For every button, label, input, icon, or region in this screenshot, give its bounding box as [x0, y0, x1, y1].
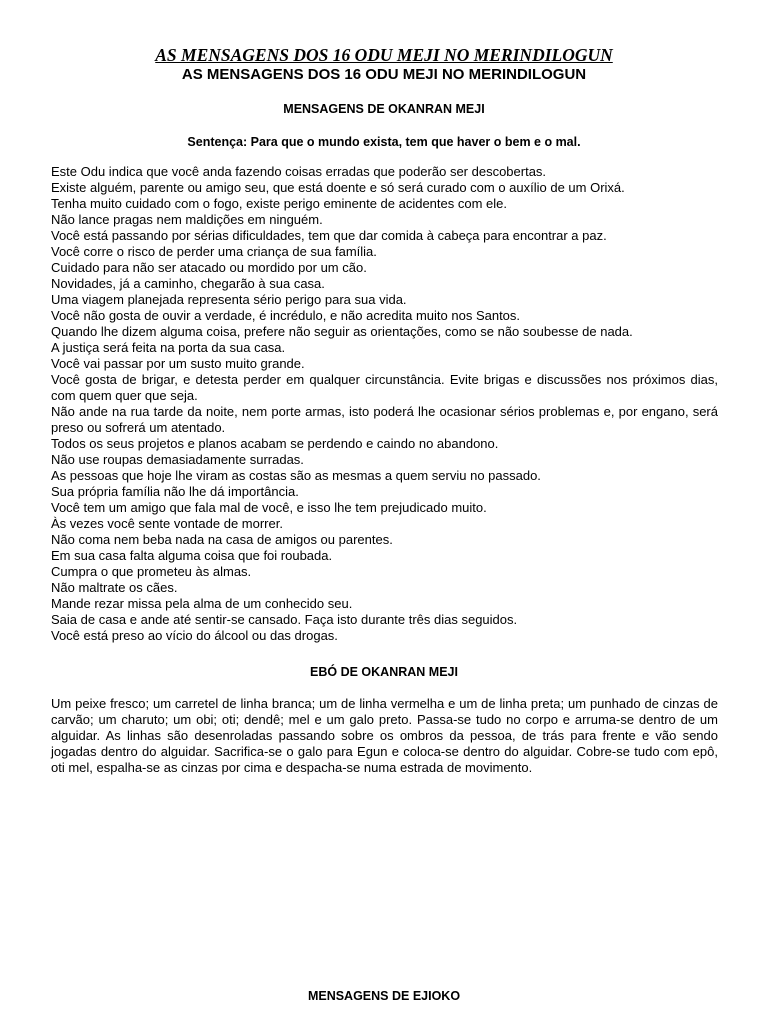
message-item: Novidades, já a caminho, chegarão à sua casa.: [51, 276, 325, 291]
message-item: Não coma nem beba nada na casa de amigos ou parentes.: [51, 532, 393, 547]
message-item: Você não gosta de ouvir a verdade, é incrédulo, e não acredita muito nos Santos.: [51, 308, 521, 323]
message-item: Você tem um amigo que fala mal de você, e isso lhe tem prejudicado muito.: [51, 500, 487, 515]
message-item: Você está preso ao vício do álcool ou das drogas.: [51, 628, 338, 643]
message-item: Você vai passar por um susto muito grande.: [51, 356, 305, 371]
section-heading-okanran: MENSAGENS DE OKANRAN MEJI: [283, 102, 485, 116]
message-item: Cumpra o que prometeu às almas.: [51, 564, 252, 579]
message-item: Uma viagem planejada representa sério perigo para sua vida.: [51, 292, 407, 307]
message-item: Não use roupas demasiadamente surradas.: [51, 452, 304, 467]
message-item: Você está passando por sérias dificuldades, tem que dar comida à cabeça para encontrar a paz.: [51, 228, 607, 243]
message-item: Todos os seus projetos e planos acabam se perdendo e caindo no abandono.: [51, 436, 499, 451]
message-item: Em sua casa falta alguma coisa que foi roubada.: [51, 548, 333, 563]
sentence-line: Sentença: Para que o mundo exista, tem que haver o bem e o mal.: [187, 135, 581, 149]
message-item: Existe alguém, parente ou amigo seu, que está doente e só será curado com o auxílio de um Orixá.: [51, 180, 625, 195]
message-item: Não lance pragas nem maldições em ninguém.: [51, 212, 323, 227]
message-item: Não ande na rua tarde da noite, nem porte armas, isto poderá lhe ocasionar sérios problemas e, por engano, será preso ou sofrerá um atentado.: [51, 404, 718, 435]
ebo-paragraph: Um peixe fresco; um carretel de linha branca; um de linha vermelha e um de linha preta; um punhado de cinzas de carvão; um charuto; um obi; oti; dendê; mel e um galo preto. Passa-se tudo no corpo e arruma-se dentro de um alguidar. As linhas são desenroladas passando sobre os ombros da pessoa, de trás para frente e vão sendo jogadas dentro do alguidar. Sacrifica-se o galo para Egun e coloca-se dentro do alguidar. Cobre-se tudo com epô, oti mel, espalha-se as cinzas por cima e despacha-se numa estrada de movimento.: [51, 696, 718, 775]
message-item: A justiça será feita na porta da sua casa.: [51, 340, 286, 355]
document-title-italic: AS MENSAGENS DOS 16 ODU MEJI NO MERINDILOGUN: [155, 45, 613, 65]
message-item: Não maltrate os cães.: [51, 580, 178, 595]
message-item: Você gosta de brigar, e detesta perder em qualquer circunstância. Evite brigas e discussões nos próximos dias, com quem quer que seja.: [51, 372, 718, 403]
message-item: Tenha muito cuidado com o fogo, existe perigo eminente de acidentes com ele.: [51, 196, 507, 211]
message-item: As pessoas que hoje lhe viram as costas são as mesmas a quem serviu no passado.: [51, 468, 541, 483]
message-item: Você corre o risco de perder uma criança de sua família.: [51, 244, 377, 259]
next-section-heading: MENSAGENS DE EJIOKO: [307, 989, 461, 1003]
message-item: Às vezes você sente vontade de morrer.: [51, 516, 283, 531]
message-item: Sua própria família não lhe dá importância.: [51, 484, 299, 499]
message-item: Mande rezar missa pela alma de um conhecido seu.: [51, 596, 353, 611]
message-item: Quando lhe dizem alguma coisa, prefere não seguir as orientações, como se não soubesse de nada.: [51, 324, 633, 339]
messages-list: [51, 164, 718, 644]
message-item: Este Odu indica que você anda fazendo coisas erradas que poderão ser descobertas.: [51, 164, 547, 179]
message-item: Cuidado para não ser atacado ou mordido por um cão.: [51, 260, 367, 275]
ebo-heading: EBÓ DE OKANRAN MEJI: [310, 665, 458, 679]
message-item: Saia de casa e ande até sentir-se cansado. Faça isto durante três dias seguidos.: [51, 612, 518, 627]
document-title: AS MENSAGENS DOS 16 ODU MEJI NO MERINDILOGUN: [181, 66, 587, 83]
